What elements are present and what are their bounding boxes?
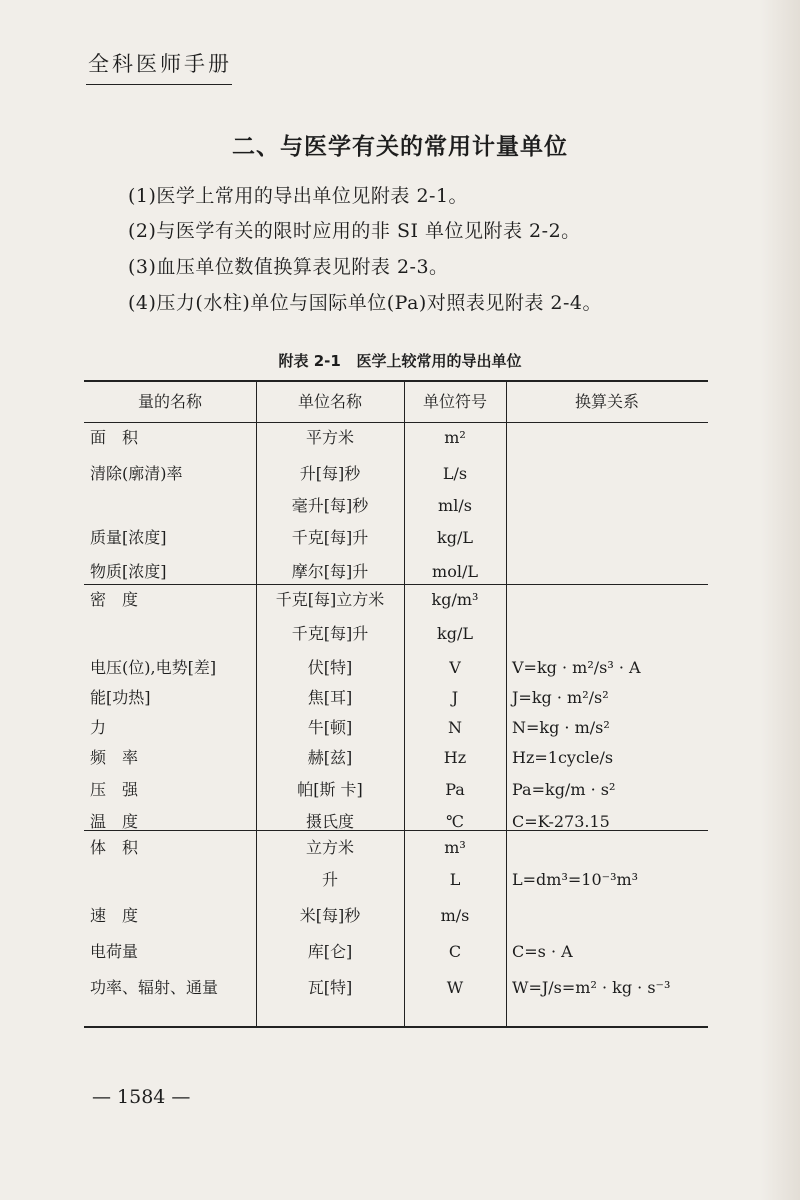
cell-unit: 立方米 [305, 838, 354, 857]
table-top-rule [84, 380, 708, 382]
cell-unit: 米[每]秒 [299, 906, 361, 925]
paragraph-3: (3)血压单位数值换算表见附表 2-3。 [128, 256, 449, 278]
cell-unit: 摩尔[每]升 [291, 562, 369, 581]
cell-unit: 牛[顿] [307, 718, 353, 737]
page-edge-shadow [760, 0, 800, 1200]
cell-symbol: m² [444, 428, 466, 447]
table-column-divider [506, 380, 507, 1028]
cell-symbol: ℃ [446, 812, 464, 831]
cell-symbol: N [448, 718, 462, 737]
cell-unit: 库[仑] [307, 942, 353, 961]
cell-unit: 摄氏度 [305, 812, 354, 831]
cell-unit: 千克[每]升 [291, 624, 369, 643]
cell-symbol: ml/s [438, 496, 472, 515]
table-caption: 附表 2-1 医学上较常用的导出单位 [278, 352, 522, 370]
cell-quantity: 体 积 [90, 838, 139, 857]
cell-relation: W=J/s=m² · kg · s⁻³ [512, 978, 671, 997]
cell-unit: 千克[每]立方米 [275, 590, 385, 609]
cell-relation: V=kg · m²/s³ · A [512, 658, 641, 677]
cell-unit: 帕[斯 卡] [297, 780, 363, 799]
cell-relation: C=K-273.15 [512, 812, 610, 831]
paragraph-1: (1)医学上常用的导出单位见附表 2-1。 [128, 185, 469, 207]
paragraph-2: (2)与医学有关的限时应用的非 SI 单位见附表 2-2。 [128, 220, 581, 242]
cell-symbol: L [449, 870, 461, 889]
cell-relation: Hz=1cycle/s [512, 748, 614, 767]
cell-unit: 瓦[特] [307, 978, 353, 997]
cell-unit: 焦[耳] [307, 688, 353, 707]
cell-unit: 赫[兹] [307, 748, 353, 767]
cell-symbol: Pa [445, 780, 465, 799]
cell-symbol: Hz [443, 748, 467, 767]
running-head: 全科医师手册 [88, 52, 232, 76]
table-header-unit: 单位名称 [297, 392, 362, 411]
cell-symbol: L/s [442, 464, 468, 483]
paragraph-4: (4)压力(水柱)单位与国际单位(Pa)对照表见附表 2-4。 [128, 292, 602, 314]
page-number: — 1584 — [92, 1086, 191, 1108]
cell-relation: Pa=kg/m · s² [512, 780, 616, 799]
cell-quantity: 清除(廓清)率 [90, 464, 183, 483]
cell-unit: 伏[特] [307, 658, 353, 677]
cell-relation: C=s · A [512, 942, 573, 961]
cell-symbol: m³ [444, 838, 466, 857]
table-group-rule [84, 584, 708, 585]
cell-quantity: 速 度 [90, 906, 139, 925]
table-header-symbol: 单位符号 [422, 392, 487, 411]
cell-symbol: kg/m³ [431, 590, 479, 609]
cell-quantity: 功率、辐射、通量 [90, 978, 219, 997]
cell-symbol: kg/L [437, 624, 473, 643]
table-header-relation: 换算关系 [574, 392, 639, 411]
cell-symbol: kg/L [437, 528, 473, 547]
cell-symbol: J [451, 688, 459, 707]
cell-unit: 升 [321, 870, 338, 889]
cell-symbol: W [446, 978, 464, 997]
cell-quantity: 物质[浓度] [90, 562, 167, 581]
units-table [84, 380, 708, 1028]
cell-quantity: 频 率 [90, 748, 139, 767]
cell-quantity: 能[功热] [90, 688, 151, 707]
cell-unit: 千克[每]升 [291, 528, 369, 547]
cell-unit: 升[每]秒 [299, 464, 361, 483]
cell-quantity: 压 强 [90, 780, 139, 799]
cell-quantity: 密 度 [90, 590, 139, 609]
cell-relation: L=dm³=10⁻³m³ [512, 870, 639, 889]
cell-symbol: V [449, 658, 461, 677]
cell-quantity: 面 积 [90, 428, 139, 447]
cell-relation: N=kg · m/s² [512, 718, 610, 737]
cell-symbol: C [448, 942, 462, 961]
cell-quantity: 电荷量 [90, 942, 139, 961]
cell-quantity: 力 [90, 718, 107, 737]
cell-quantity: 电压(位),电势[差] [90, 658, 217, 677]
table-header-quantity: 量的名称 [137, 392, 202, 411]
table-bottom-rule [84, 1026, 708, 1028]
cell-relation: J=kg · m²/s² [512, 688, 609, 707]
table-header-rule [84, 422, 708, 423]
cell-unit: 毫升[每]秒 [291, 496, 369, 515]
running-head-rule [86, 84, 232, 85]
cell-symbol: m/s [440, 906, 470, 925]
cell-symbol: mol/L [432, 562, 478, 581]
cell-quantity: 温 度 [90, 812, 139, 831]
section-title: 二、与医学有关的常用计量单位 [232, 134, 568, 160]
cell-unit: 平方米 [305, 428, 354, 447]
cell-quantity: 质量[浓度] [90, 528, 167, 547]
